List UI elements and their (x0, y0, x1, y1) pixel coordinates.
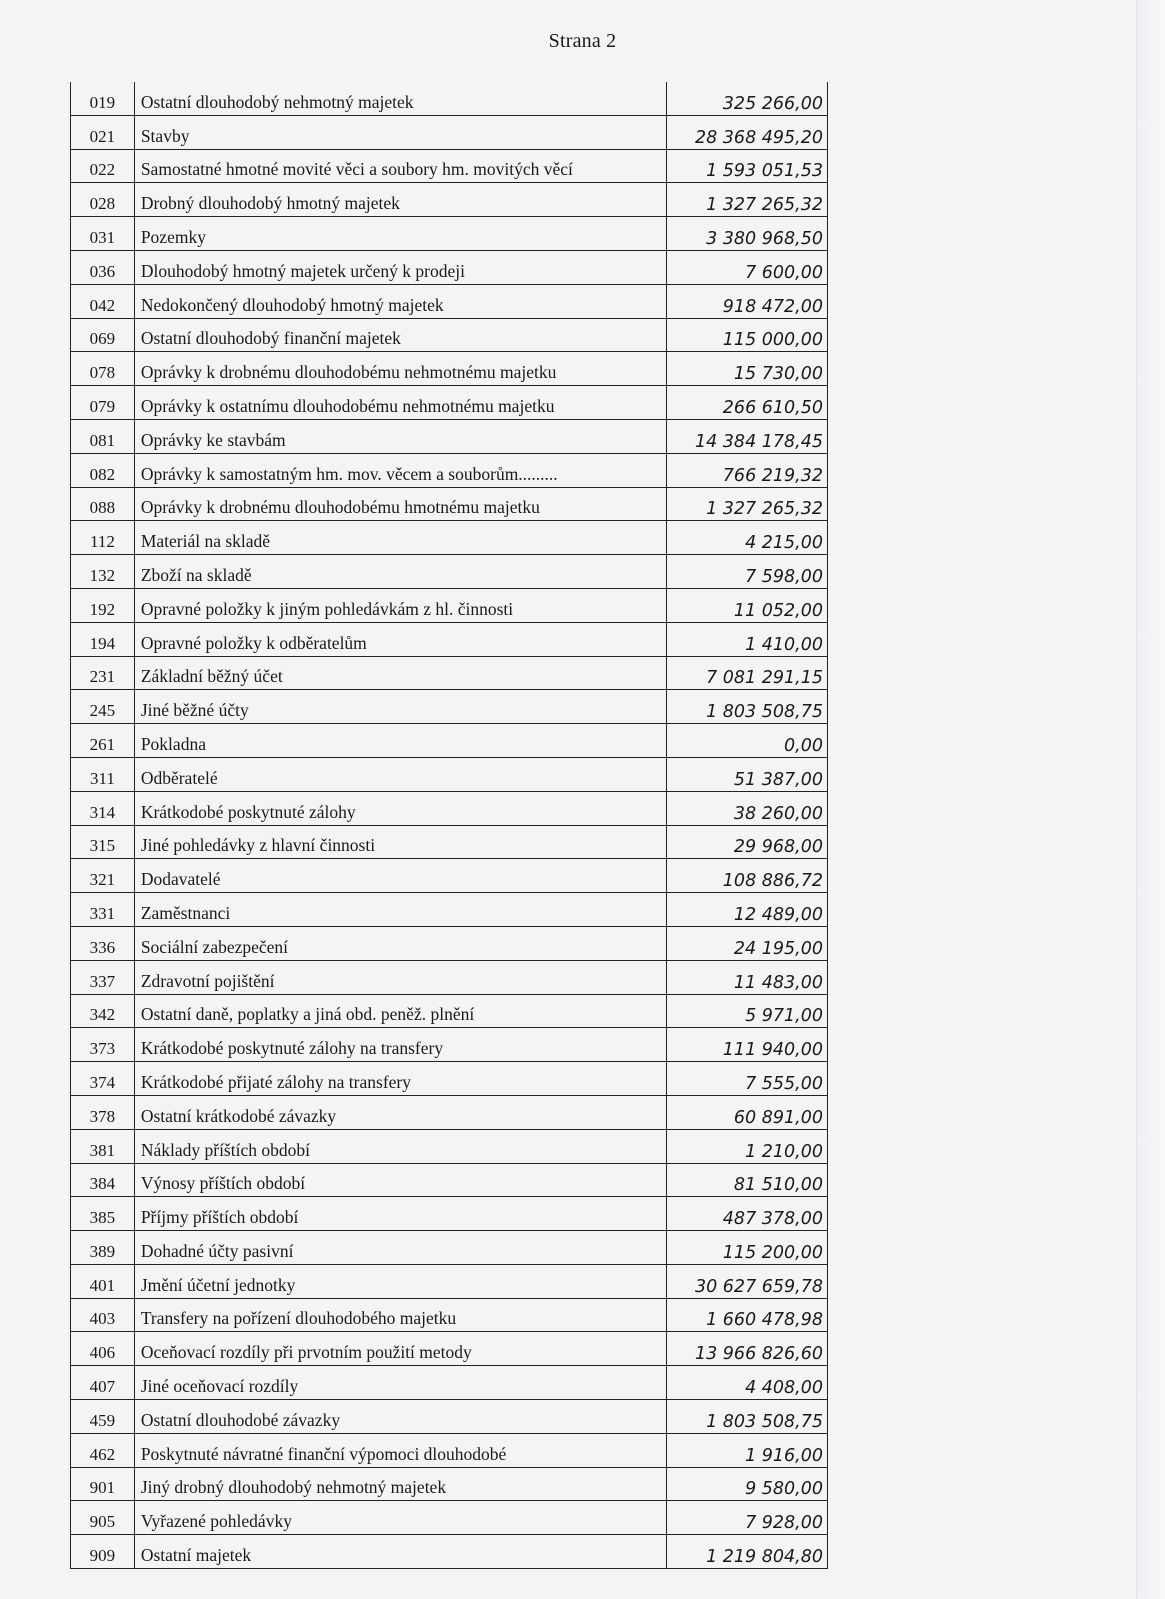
table-row (71, 1366, 828, 1400)
account-code: 459 (71, 1400, 135, 1434)
account-amount: 108 886,72 (666, 859, 827, 893)
account-amount: 0,00 (666, 724, 827, 758)
account-name: Krátkodobé přijaté zálohy na transfery (134, 1062, 666, 1096)
account-code: 331 (71, 893, 135, 927)
account-name: Poskytnuté návratné finanční výpomoci dlouhodobé (134, 1433, 666, 1467)
account-amount: 3 380 968,50 (666, 217, 827, 251)
account-code: 403 (71, 1298, 135, 1332)
account-name: Materiál na skladě (134, 521, 666, 555)
table-row (71, 115, 828, 149)
account-code: 336 (71, 926, 135, 960)
table-row (71, 1433, 828, 1467)
table-row (71, 555, 828, 589)
account-code: 314 (71, 791, 135, 825)
account-name: Vyřazené pohledávky (134, 1501, 666, 1535)
account-name: Oprávky k ostatnímu dlouhodobému nehmotnému majetku (134, 386, 666, 420)
table-row (71, 893, 828, 927)
account-code: 337 (71, 960, 135, 994)
account-amount: 1 660 478,98 (666, 1298, 827, 1332)
account-amount: 1 916,00 (666, 1433, 827, 1467)
account-amount: 7 600,00 (666, 250, 827, 284)
account-amount: 15 730,00 (666, 352, 827, 386)
table-row (71, 825, 828, 859)
account-name: Jiné pohledávky z hlavní činnosti (134, 825, 666, 859)
account-code: 901 (71, 1467, 135, 1501)
account-name: Pokladna (134, 724, 666, 758)
account-code: 384 (71, 1163, 135, 1197)
account-code: 261 (71, 724, 135, 758)
account-name: Výnosy příštích období (134, 1163, 666, 1197)
account-name: Náklady příštích období (134, 1129, 666, 1163)
table-row (71, 1298, 828, 1332)
account-name: Ostatní krátkodobé závazky (134, 1095, 666, 1129)
account-name: Ostatní dlouhodobé závazky (134, 1400, 666, 1434)
table-row (71, 1231, 828, 1265)
account-amount: 266 610,50 (666, 386, 827, 420)
account-amount: 12 489,00 (666, 893, 827, 927)
account-amount: 4 215,00 (666, 521, 827, 555)
account-code: 385 (71, 1197, 135, 1231)
table-row (71, 284, 828, 318)
account-amount: 1 803 508,75 (666, 1400, 827, 1434)
table-row (71, 1264, 828, 1298)
account-code: 069 (71, 318, 135, 352)
account-name: Zdravotní pojištění (134, 960, 666, 994)
table-row (71, 521, 828, 555)
account-amount: 60 891,00 (666, 1095, 827, 1129)
account-amount: 7 598,00 (666, 555, 827, 589)
account-name: Stavby (134, 115, 666, 149)
account-amount: 111 940,00 (666, 1028, 827, 1062)
account-code: 905 (71, 1501, 135, 1535)
table-row (71, 757, 828, 791)
account-amount: 29 968,00 (666, 825, 827, 859)
account-name: Jiné oceňovací rozdíly (134, 1366, 666, 1400)
account-code: 315 (71, 825, 135, 859)
table-row (71, 1332, 828, 1366)
account-code: 245 (71, 690, 135, 724)
account-code: 378 (71, 1095, 135, 1129)
table-row (71, 487, 828, 521)
table-row (71, 1197, 828, 1231)
account-code: 042 (71, 284, 135, 318)
account-amount: 24 195,00 (666, 926, 827, 960)
account-name: Opravné položky k odběratelům (134, 622, 666, 656)
table-row (71, 656, 828, 690)
account-amount: 5 971,00 (666, 994, 827, 1028)
account-code: 079 (71, 386, 135, 420)
table-row (71, 453, 828, 487)
paper-edge (1136, 0, 1165, 1599)
account-name: Dodavatelé (134, 859, 666, 893)
account-amount: 28 368 495,20 (666, 115, 827, 149)
table-row (71, 926, 828, 960)
account-code: 028 (71, 183, 135, 217)
account-code: 407 (71, 1366, 135, 1400)
account-name: Jiný drobný dlouhodobý nehmotný majetek (134, 1467, 666, 1501)
account-code: 078 (71, 352, 135, 386)
account-amount: 766 219,32 (666, 453, 827, 487)
account-amount: 1 593 051,53 (666, 149, 827, 183)
table-row (71, 690, 828, 724)
account-amount: 81 510,00 (666, 1163, 827, 1197)
account-amount: 7 081 291,15 (666, 656, 827, 690)
account-name: Příjmy příštích období (134, 1197, 666, 1231)
account-amount: 115 200,00 (666, 1231, 827, 1265)
account-amount: 30 627 659,78 (666, 1264, 827, 1298)
account-amount: 918 472,00 (666, 284, 827, 318)
account-name: Transfery na pořízení dlouhodobého majetku (134, 1298, 666, 1332)
account-name: Oprávky k drobnému dlouhodobému hmotnému majetku (134, 487, 666, 521)
table-row (71, 1028, 828, 1062)
table-row (71, 724, 828, 758)
account-amount: 1 327 265,32 (666, 487, 827, 521)
account-amount: 13 966 826,60 (666, 1332, 827, 1366)
account-name: Samostatné hmotné movité věci a soubory hm. movitých věcí (134, 149, 666, 183)
account-amount: 115 000,00 (666, 318, 827, 352)
account-name: Zboží na skladě (134, 555, 666, 589)
account-name: Drobný dlouhodobý hmotný majetek (134, 183, 666, 217)
account-amount: 51 387,00 (666, 757, 827, 791)
table-row (71, 1400, 828, 1434)
table-row (71, 622, 828, 656)
account-code: 022 (71, 149, 135, 183)
table-row (71, 352, 828, 386)
account-amount: 7 555,00 (666, 1062, 827, 1096)
table-row (71, 82, 828, 115)
account-code: 088 (71, 487, 135, 521)
table-row (71, 960, 828, 994)
page-title: Strana 2 (548, 30, 617, 52)
account-name: Sociální zabezpečení (134, 926, 666, 960)
account-name: Nedokončený dlouhodobý hmotný majetek (134, 284, 666, 318)
table-row (71, 994, 828, 1028)
table-row (71, 1095, 828, 1129)
account-amount: 1 210,00 (666, 1129, 827, 1163)
table-row (71, 318, 828, 352)
account-code: 019 (71, 82, 135, 115)
account-code: 374 (71, 1062, 135, 1096)
table-row (71, 791, 828, 825)
account-name: Oceňovací rozdíly při prvotním použití metody (134, 1332, 666, 1366)
table-row (71, 1062, 828, 1096)
account-code: 342 (71, 994, 135, 1028)
account-name: Opravné položky k jiným pohledávkám z hl. činnosti (134, 588, 666, 622)
account-name: Ostatní dlouhodobý nehmotný majetek (134, 82, 666, 115)
table-row (71, 217, 828, 251)
account-code: 021 (71, 115, 135, 149)
account-table-body (71, 82, 828, 1569)
table-row (71, 859, 828, 893)
account-name: Krátkodobé poskytnuté zálohy na transfery (134, 1028, 666, 1062)
account-amount: 11 483,00 (666, 960, 827, 994)
account-code: 194 (71, 622, 135, 656)
account-code: 231 (71, 656, 135, 690)
account-code: 031 (71, 217, 135, 251)
account-code: 112 (71, 521, 135, 555)
account-code: 321 (71, 859, 135, 893)
account-name: Oprávky k drobnému dlouhodobému nehmotnému majetku (134, 352, 666, 386)
account-code: 462 (71, 1433, 135, 1467)
account-name: Oprávky k samostatným hm. mov. věcem a souborům......... (134, 453, 666, 487)
account-name: Základní běžný účet (134, 656, 666, 690)
account-code: 381 (71, 1129, 135, 1163)
account-amount: 1 327 265,32 (666, 183, 827, 217)
account-code: 132 (71, 555, 135, 589)
account-amount: 11 052,00 (666, 588, 827, 622)
account-code: 192 (71, 588, 135, 622)
account-code: 909 (71, 1535, 135, 1569)
account-amount: 9 580,00 (666, 1467, 827, 1501)
account-name: Zaměstnanci (134, 893, 666, 927)
account-name: Ostatní majetek (134, 1535, 666, 1569)
account-code: 311 (71, 757, 135, 791)
account-code: 036 (71, 250, 135, 284)
account-name: Ostatní daně, poplatky a jiná obd. peněž. plnění (134, 994, 666, 1028)
account-amount: 325 266,00 (666, 82, 827, 115)
account-balance-table (70, 82, 828, 1569)
account-amount: 1 219 804,80 (666, 1535, 827, 1569)
account-name: Jmění účetní jednotky (134, 1264, 666, 1298)
table-row (71, 1163, 828, 1197)
account-amount: 4 408,00 (666, 1366, 827, 1400)
account-code: 082 (71, 453, 135, 487)
account-name: Oprávky ke stavbám (134, 419, 666, 453)
table-row (71, 1467, 828, 1501)
table-row (71, 419, 828, 453)
account-name: Dohadné účty pasivní (134, 1231, 666, 1265)
account-name: Krátkodobé poskytnuté zálohy (134, 791, 666, 825)
account-amount: 1 410,00 (666, 622, 827, 656)
table-row (71, 386, 828, 420)
table-row (71, 149, 828, 183)
account-amount: 487 378,00 (666, 1197, 827, 1231)
account-amount: 7 928,00 (666, 1501, 827, 1535)
account-amount: 38 260,00 (666, 791, 827, 825)
account-code: 389 (71, 1231, 135, 1265)
account-amount: 1 803 508,75 (666, 690, 827, 724)
account-name: Jiné běžné účty (134, 690, 666, 724)
account-name: Pozemky (134, 217, 666, 251)
table-row (71, 250, 828, 284)
account-code: 401 (71, 1264, 135, 1298)
table-row (71, 1129, 828, 1163)
account-amount: 14 384 178,45 (666, 419, 827, 453)
table-row (71, 183, 828, 217)
account-code: 373 (71, 1028, 135, 1062)
table-row (71, 588, 828, 622)
account-name: Ostatní dlouhodobý finanční majetek (134, 318, 666, 352)
account-code: 406 (71, 1332, 135, 1366)
account-name: Dlouhodobý hmotný majetek určený k prodeji (134, 250, 666, 284)
table-row (71, 1501, 828, 1535)
table-row (71, 1535, 828, 1569)
account-code: 081 (71, 419, 135, 453)
account-name: Odběratelé (134, 757, 666, 791)
